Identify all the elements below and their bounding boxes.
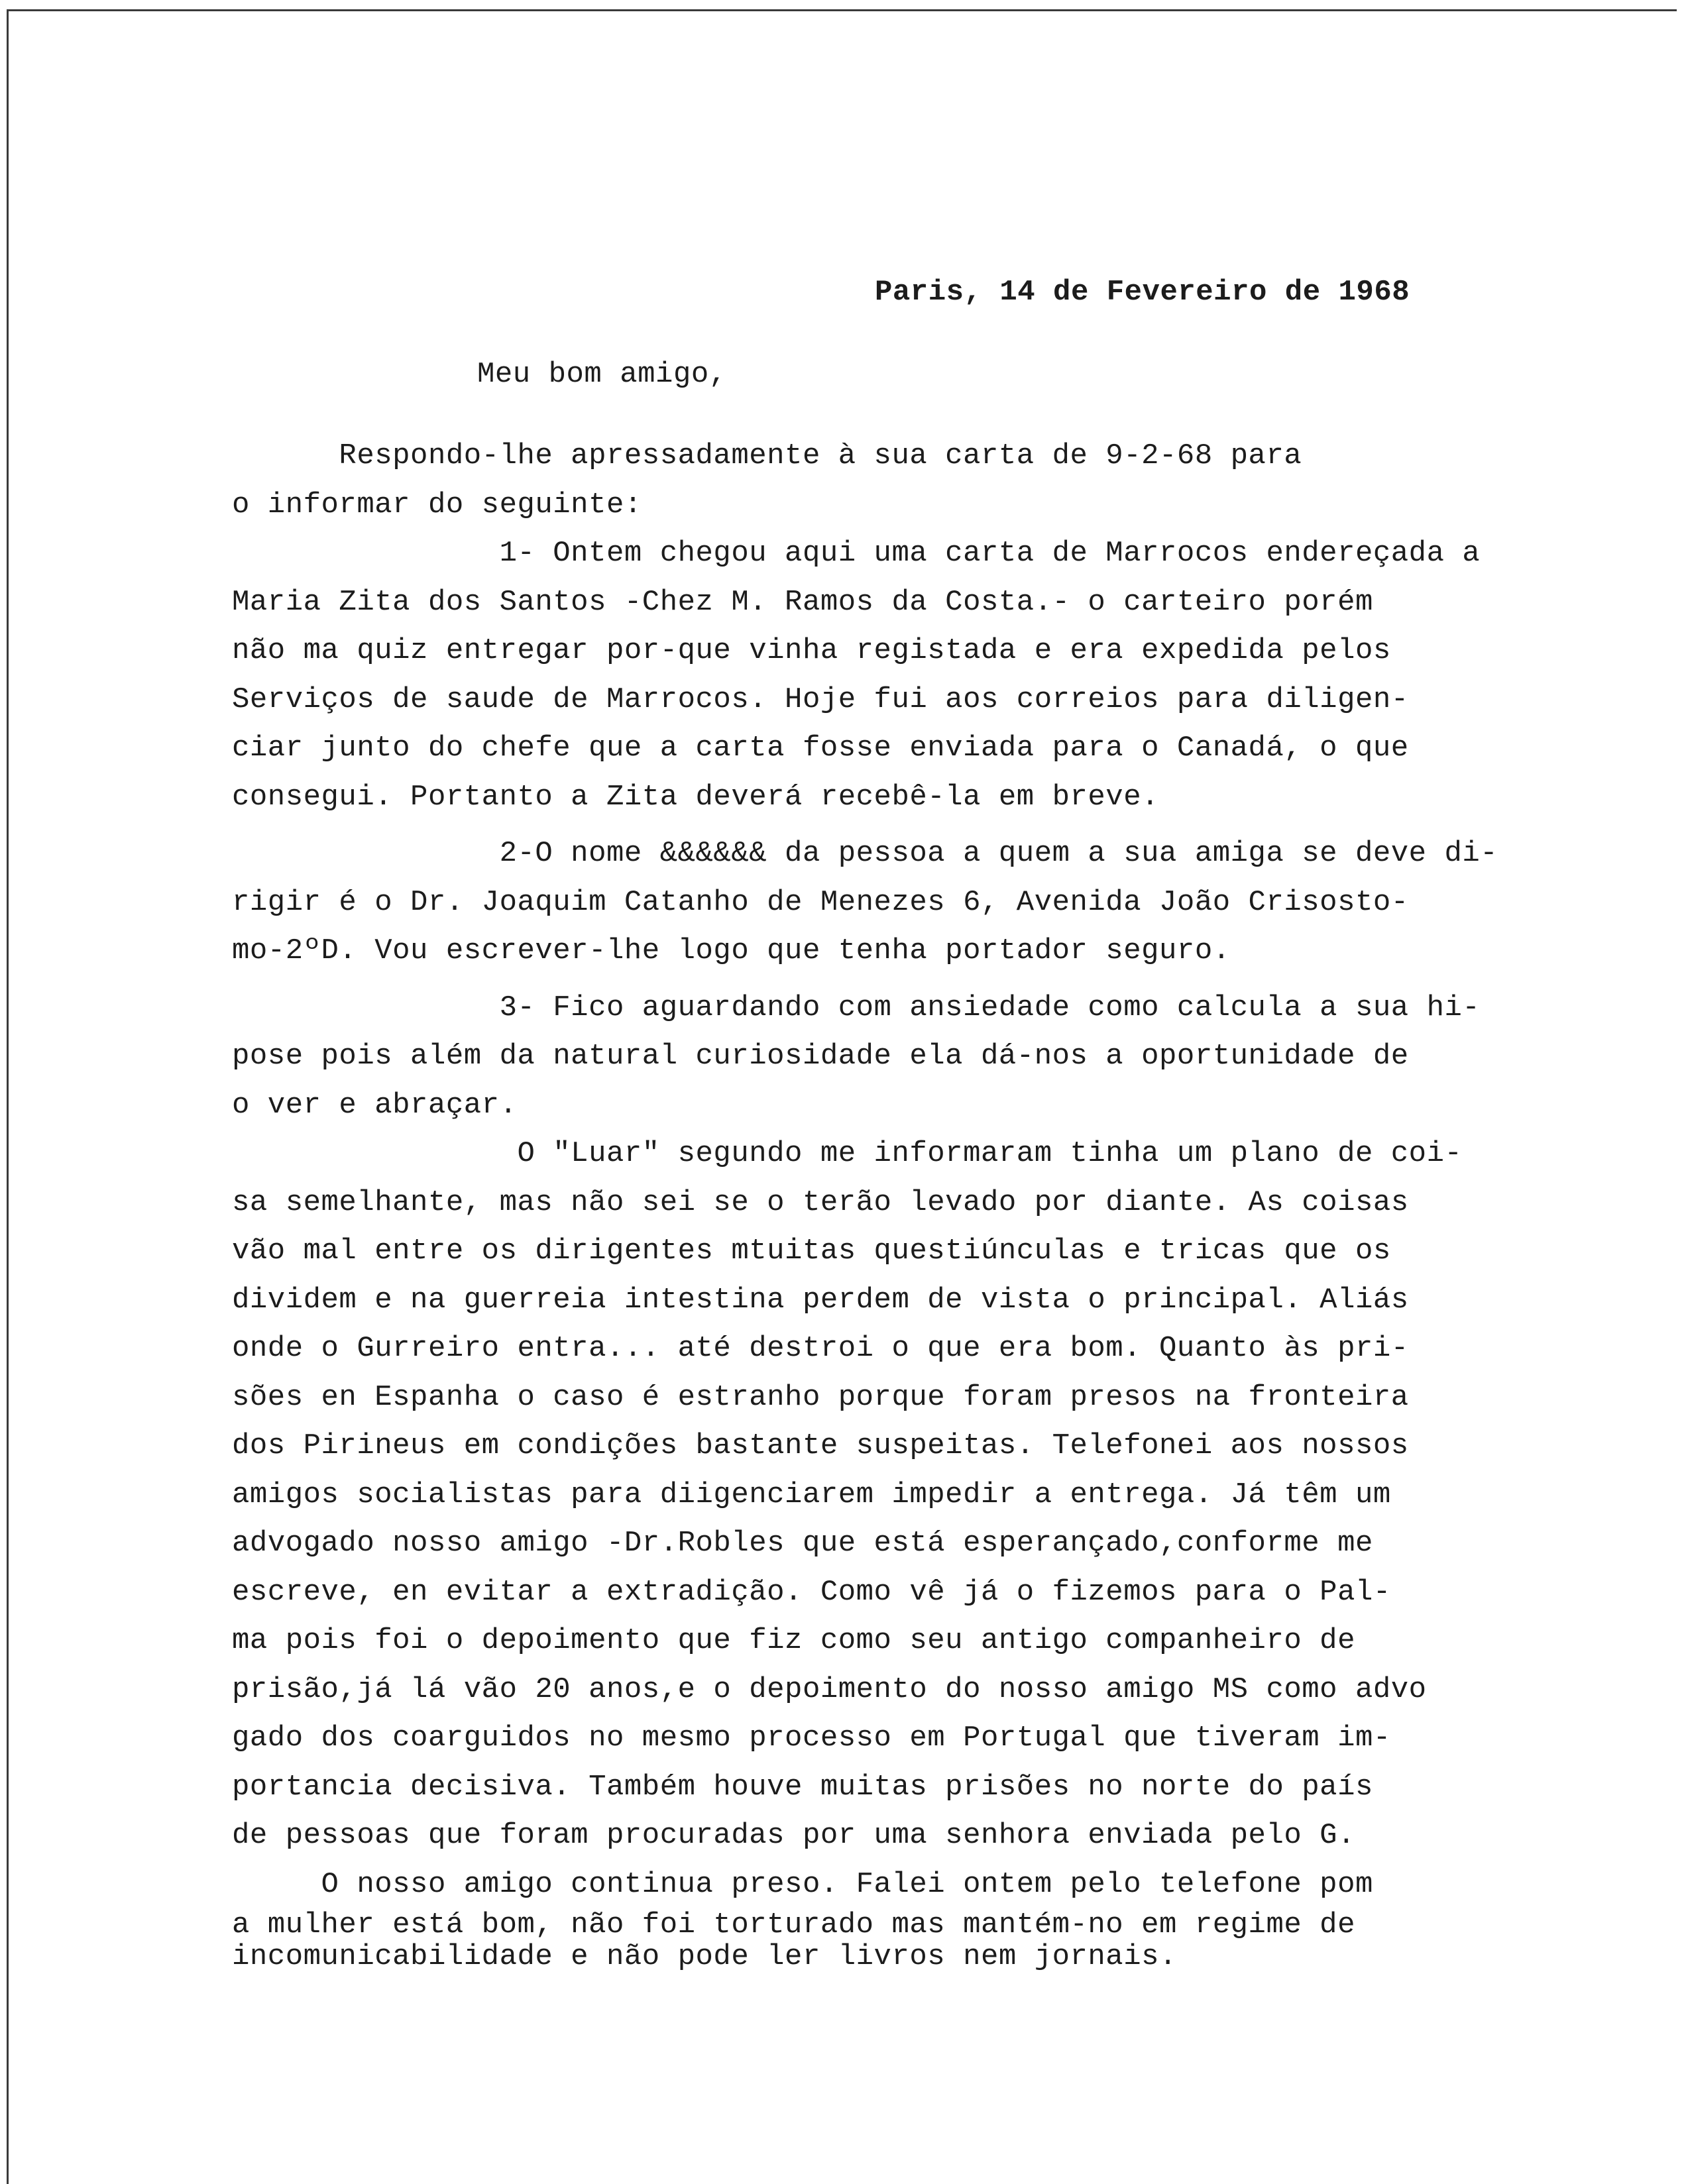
item1-line: Serviços de saude de Marrocos. Hoje fui aos correios para diligen- [232, 682, 1409, 716]
item2-line: rigir é o Dr. Joaquim Catanho de Menezes 6, Avenida João Crisosto- [232, 885, 1409, 919]
salutation: Meu bom amigo, [477, 357, 727, 391]
page-edge-left [7, 9, 9, 2184]
item1-line: consegui. Portanto a Zita deverá recebê-la em breve. [232, 780, 1160, 814]
luar-paragraph-line: portancia decisiva. Também houve muitas prisões no norte do país [232, 1770, 1373, 1804]
luar-paragraph-line: gado dos coarguidos no mesmo processo em Portugal que tiveram im- [232, 1721, 1391, 1755]
item3-line: 3- Fico aguardando com ansiedade como calcula a sua hi- [232, 991, 1481, 1024]
item1-line: Maria Zita dos Santos -Chez M. Ramos da Costa.- o carteiro porém [232, 585, 1373, 619]
luar-paragraph-line: de pessoas que foram procuradas por uma senhora enviada pelo G. [232, 1819, 1355, 1852]
item1-line: ciar junto do chefe que a carta fosse enviada para o Canadá, o que [232, 732, 1409, 765]
luar-paragraph-line: prisão,já lá vão 20 anos,e o depoimento do nosso amigo MS como advo [232, 1672, 1427, 1706]
luar-paragraph-line: dividem e na guerreia intestina perdem de vista o principal. Aliás [232, 1283, 1409, 1317]
intro-line: Respondo-lhe apressadamente à sua carta de 9-2-68 para [232, 439, 1302, 472]
luar-paragraph-line: O "Luar" segundo me informaram tinha um plano de coi- [232, 1137, 1463, 1170]
page-edge-top [7, 9, 1677, 11]
final-paragraph-line: a mulher está bom, não foi torturado mas mantém-no em regime de [232, 1908, 1355, 1941]
item1-line: 1- Ontem chegou aqui uma carta de Marrocos endereçada a [232, 537, 1481, 570]
item1-line: não ma quiz entregar por-que vinha registada e era expedida pelos [232, 634, 1391, 667]
final-paragraph-line: O nosso amigo continua preso. Falei ontem pelo telefone pom [232, 1867, 1373, 1901]
letter-body [232, 268, 1597, 1973]
item2-line: 2-O nome &&&&&& da pessoa a quem a sua amiga se deve di- [232, 837, 1498, 870]
item2-line: mo-2ºD. Vou escrever-lhe logo que tenha portador seguro. [232, 934, 1231, 967]
intro-line: o informar do seguinte: [232, 488, 642, 521]
luar-paragraph-line: dos Pirineus em condições bastante suspeitas. Telefonei aos nossos [232, 1429, 1409, 1462]
luar-paragraph-line: onde o Gurreiro entra... até destroi o que era bom. Quanto às pri- [232, 1332, 1409, 1365]
luar-paragraph-line: sa semelhante, mas não sei se o terão levado por diante. As coisas [232, 1185, 1409, 1219]
luar-paragraph-line: vão mal entre os dirigentes mtuitas questiúnculas e tricas que os [232, 1234, 1391, 1268]
luar-paragraph-line: advogado nosso amigo -Dr.Robles que está esperançado,conforme me [232, 1527, 1373, 1560]
letter-date: Paris, 14 de Fevereiro de 1968 [875, 276, 1410, 309]
luar-paragraph-line: escreve, en evitar a extradição. Como vê já o fizemos para o Pal- [232, 1575, 1391, 1609]
luar-paragraph-line: sões en Espanha o caso é estranho porque foram presos na fronteira [232, 1380, 1409, 1414]
item3-line: pose pois além da natural curiosidade ela dá-nos a oportunidade de [232, 1040, 1409, 1073]
luar-paragraph-line: ma pois foi o depoimento que fiz como seu antigo companheiro de [232, 1624, 1355, 1657]
final-paragraph-line: incomunicabilidade e não pode ler livros nem jornais. [232, 1940, 1177, 1973]
luar-paragraph-line: amigos socialistas para diigenciarem impedir a entrega. Já têm um [232, 1478, 1391, 1511]
item3-line: o ver e abraçar. [232, 1088, 518, 1122]
